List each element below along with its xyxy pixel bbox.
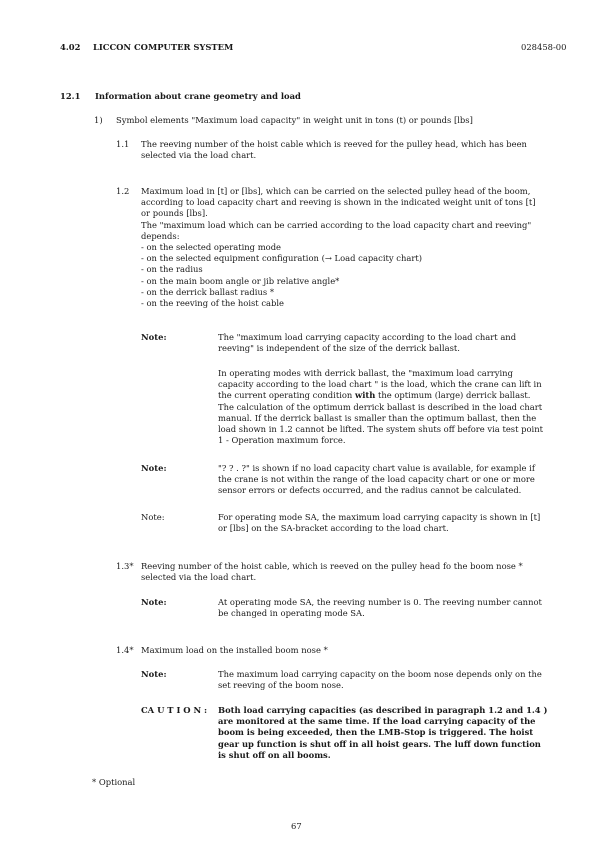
text-line: or pounds [lbs]. — [141, 208, 208, 219]
note-label: Note: — [141, 669, 167, 679]
text-line: Maximum load in [t] or [lbs], which can be carried on the selected pulley head of the boom, — [141, 186, 531, 196]
emphasis-with: with — [354, 390, 376, 401]
text-line: capacity according to the load chart " is the load, which the crane can lift in — [218, 379, 542, 390]
note-label: Note: — [141, 512, 165, 522]
text-span: the optimum (large) derrick ballast. — [375, 390, 531, 401]
text-line — [218, 390, 570, 401]
text-line: - on the derrick ballast radius * — [141, 286, 275, 297]
text-line: is shut off on all booms. — [218, 749, 331, 760]
text-line: gear up function is shut off in all hoist gears. The luff down function — [218, 738, 541, 749]
text-line: the crane is not within the range of the load capacity chart or one or more — [218, 474, 535, 485]
text-line: The "maximum load which can be carried according to the load capacity chart and reeving" — [141, 219, 532, 230]
text-line: The reeving number of the hoist cable which is reeved for the pulley head, which has been — [141, 139, 527, 149]
note-label: Note: — [141, 332, 167, 342]
header-doc-number: 028458-00 — [521, 42, 567, 52]
text-line: - on the selected operating mode — [141, 242, 282, 253]
section-1-4-number: 1.4* — [116, 645, 134, 655]
note-text — [218, 332, 570, 354]
section-1-3-text — [141, 561, 569, 583]
note-text — [218, 463, 570, 497]
section-1-3-number: 1.3* — [116, 561, 134, 571]
text-line: set reeving of the boom nose. — [218, 680, 344, 691]
text-line: Reeving number of the hoist cable, which is reeved on the pulley head fo the boom nose * — [141, 561, 523, 571]
header-section: 4.02 — [60, 42, 81, 52]
text-line: according to load capacity chart and reeving is shown in the indicated weight unit of tons [t] — [141, 197, 536, 208]
item-1-number: 1) — [94, 115, 103, 125]
item-1-text: Symbol elements "Maximum load capacity" in weight unit in tons (t) or pounds [lbs] — [116, 115, 473, 125]
text-line: The calculation of the optimum derrick ballast is described in the load chart — [218, 401, 543, 412]
text-line: - on the radius — [141, 264, 203, 275]
text-line: selected via the load chart. — [141, 150, 257, 161]
text-span: the current operating condition — [218, 390, 355, 401]
text-line: reeving" is independent of the size of the derrick ballast. — [218, 343, 460, 354]
chapter-number: 12.1 — [60, 91, 81, 101]
caution-label: CA U T I O N : — [141, 705, 208, 715]
note-text — [218, 597, 570, 619]
section-1-1-text — [141, 139, 569, 161]
text-line: - on the reeving of the hoist cable — [141, 298, 285, 309]
text-line: In operating modes with derrick ballast, the "maximum load carrying — [218, 368, 513, 378]
section-1-2-text — [141, 186, 569, 309]
note-label: Note: — [141, 463, 167, 473]
footnote: * Optional — [92, 777, 136, 787]
text-line: depends: — [141, 230, 180, 241]
text-line: Both load carrying capacities (as described in paragraph 1.2 and 1.4 ) — [218, 705, 548, 715]
page-number: 67 — [291, 821, 302, 831]
text-line: sensor errors or defects occurred, and the radius cannot be calculated. — [218, 485, 522, 496]
text-line: 1 - Operation maximum force. — [218, 435, 346, 446]
text-line: The "maximum load carrying capacity according to the load chart and — [218, 332, 517, 342]
note-text — [218, 512, 570, 534]
text-line: The maximum load carrying capacity on the boom nose depends only on the — [218, 669, 542, 679]
note-text — [218, 669, 570, 691]
header-title: LICCON COMPUTER SYSTEM — [93, 42, 234, 52]
section-1-4-text: Maximum load on the installed boom nose * — [141, 645, 328, 655]
text-line: At operating mode SA, the reeving number is 0. The reeving number cannot — [218, 597, 542, 607]
caution-text — [218, 705, 570, 761]
text-line: "? ? . ?" is shown if no load capacity chart value is available, for example if — [218, 463, 535, 473]
note-label: Note: — [141, 597, 167, 607]
text-line: selected via the load chart. — [141, 572, 257, 583]
text-line: - on the main boom angle or jib relative angle* — [141, 275, 340, 286]
text-line: - on the selected equipment configuration (→ Load capacity chart) — [141, 253, 423, 264]
text-line: load shown in 1.2 cannot be lifted. The system shuts off before via test point — [218, 424, 543, 435]
chapter-title: Information about crane geometry and load — [95, 91, 301, 101]
section-1-2-number: 1.2 — [116, 186, 130, 196]
section-1-1-number: 1.1 — [116, 139, 130, 149]
text-line: be changed in operating mode SA. — [218, 608, 365, 619]
note-text-continued — [218, 368, 570, 446]
text-line: manual. If the derrick ballast is smaller than the optimum ballast, then the — [218, 412, 537, 423]
text-line: or [lbs] on the SA-bracket according to the load chart. — [218, 523, 449, 534]
text-line: are monitored at the same time. If the load carrying capacity of the — [218, 716, 536, 727]
text-line: boom is being exceeded, then the LMB-Stop is triggered. The hoist — [218, 727, 534, 738]
text-line: For operating mode SA, the maximum load carrying capacity is shown in [t] — [218, 512, 541, 522]
